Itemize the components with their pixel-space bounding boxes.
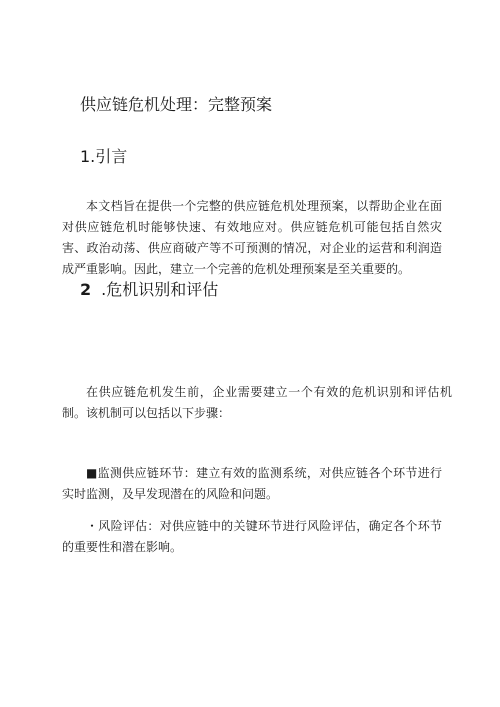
- section-2-heading: [80, 279, 218, 301]
- section-1-heading: 1.引言: [80, 147, 128, 166]
- list-item-risk-assessment: ・风险评估：对供应链中的关键环节进行风险评估，确定各个环节的重要性和潜在影响。: [62, 519, 442, 554]
- section-1-paragraph: 本文档旨在提供一个完整的供应链危机处理预案，以帮助企业在面对供应链危机时能够快速、有效地应对。供应链危机可能包括自然灾害、政治动荡、供应商破产等不可预测的情况，对企业的运营和利润造成严重影响。因此，建立一个完善的危机处理预案是至关重要的。: [62, 199, 442, 276]
- section-2-title: .危机识别和评估: [101, 280, 219, 299]
- section-2-paragraph: 在供应链危机发生前，企业需要建立一个有效的危机识别和评估机制。该机制可以包括以下步骤：: [62, 385, 452, 420]
- list-item-monitoring: ■监测供应链环节：建立有效的监测系统，对供应链各个环节进行实时监测，及早发现潜在的风险和问题。: [62, 466, 442, 501]
- section-2-number: 2: [80, 280, 92, 299]
- document-title: 供应链危机处理：完整预案: [80, 95, 273, 114]
